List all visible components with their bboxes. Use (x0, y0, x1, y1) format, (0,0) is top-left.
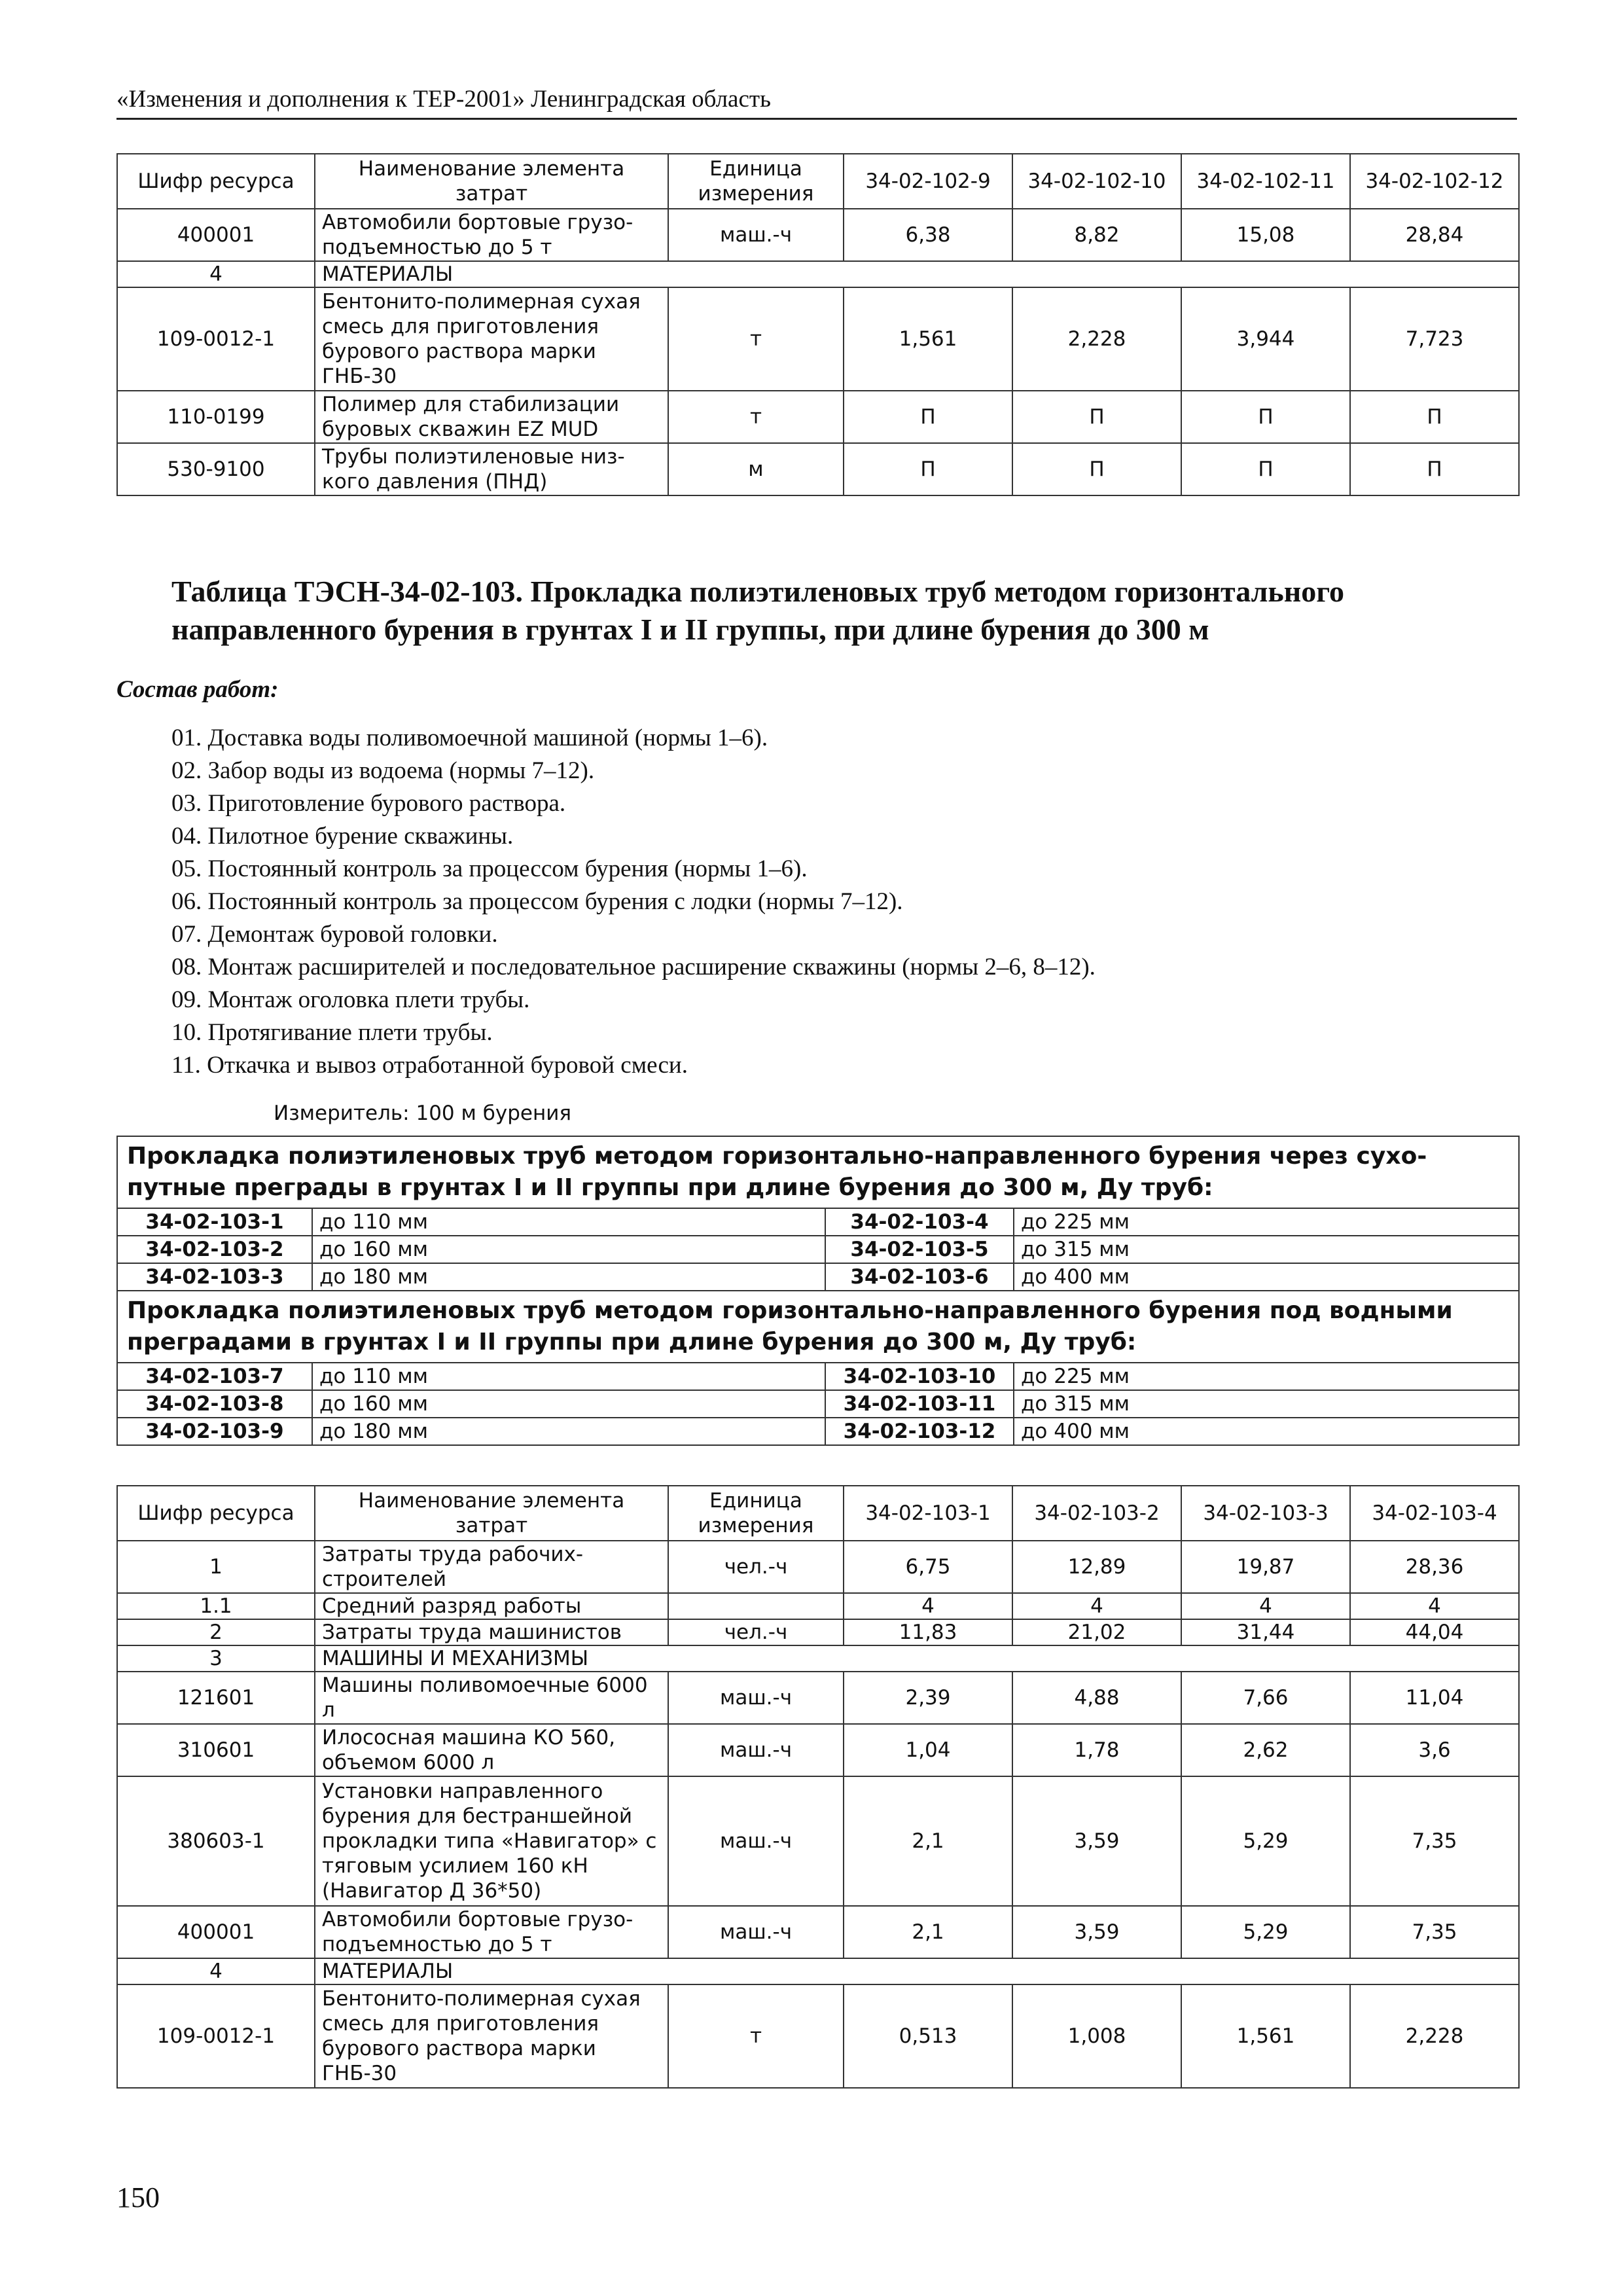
cell: 4,88 (1012, 1672, 1181, 1724)
work-step: 01. Доставка воды поливомоечной машиной (нормы 1–6). (171, 725, 768, 751)
table-row (117, 287, 1519, 391)
cell: П (1350, 391, 1519, 443)
cell: 28,84 (1350, 209, 1519, 261)
cell: П (1012, 443, 1181, 495)
cell: Средний разряд работы (315, 1593, 668, 1619)
cell: 2,1 (844, 1906, 1012, 1958)
cell: 1,04 (844, 1724, 1012, 1776)
norm-diameter: до 315 мм (1014, 1390, 1519, 1418)
norm-diameter: до 400 мм (1014, 1418, 1519, 1445)
cell: т (668, 391, 844, 443)
norm-code: 34-02-103-8 (117, 1390, 312, 1418)
cell: маш.-ч (668, 1672, 844, 1724)
cell: 3,944 (1181, 287, 1350, 391)
section-label: МАТЕРИАЛЫ (315, 261, 1519, 287)
norm-row (117, 1208, 1519, 1236)
norm-group-row (117, 1291, 1519, 1363)
norm-diameter: до 400 мм (1014, 1263, 1519, 1291)
cell: 2,228 (1350, 1984, 1519, 2088)
cell: 380603-1 (117, 1776, 315, 1906)
col-header: Наименование элемента затрат (315, 154, 668, 209)
col-header: Единица измерения (668, 1486, 844, 1541)
col-header: 34-02-102-12 (1350, 154, 1519, 209)
cell: 3,59 (1012, 1776, 1181, 1906)
cell: 3,59 (1012, 1906, 1181, 1958)
norm-row (117, 1263, 1519, 1291)
norm-diameter: до 315 мм (1014, 1236, 1519, 1263)
cell: маш.-ч (668, 1724, 844, 1776)
cell: Автомобили бортовые грузо-подъемностью до 5 т (315, 1906, 668, 1958)
norm-diameter: до 110 мм (312, 1208, 825, 1236)
cell: 0,513 (844, 1984, 1012, 2088)
cell: Автомобили бортовые грузо-подъемностью до 5 т (315, 209, 668, 261)
col-header: Шифр ресурса (117, 154, 315, 209)
cell: 1,561 (844, 287, 1012, 391)
col-header: 34-02-103-3 (1181, 1486, 1350, 1541)
table-row (117, 1776, 1519, 1906)
norm-diameter: до 110 мм (312, 1363, 825, 1390)
cell: 1.1 (117, 1593, 315, 1619)
cell: 109-0012-1 (117, 1984, 315, 2088)
work-step: 04. Пилотное бурение скважины. (171, 823, 514, 850)
cell: 4 (1181, 1593, 1350, 1619)
cell: 8,82 (1012, 209, 1181, 261)
table-header-row (117, 1486, 1519, 1541)
cell: 3 (117, 1645, 315, 1672)
cell: 4 (844, 1593, 1012, 1619)
table-row (117, 1619, 1519, 1645)
col-header: Шифр ресурса (117, 1486, 315, 1541)
cell: П (1181, 391, 1350, 443)
cell: 2,39 (844, 1672, 1012, 1724)
norm-code: 34-02-103-12 (825, 1418, 1014, 1445)
norm-row (117, 1363, 1519, 1390)
cell: т (668, 1984, 844, 2088)
cell: т (668, 287, 844, 391)
cell: 4 (1350, 1593, 1519, 1619)
norm-code: 34-02-103-6 (825, 1263, 1014, 1291)
cell: 21,02 (1012, 1619, 1181, 1645)
table-row (117, 1724, 1519, 1776)
cell: 6,38 (844, 209, 1012, 261)
norm-diameter: до 225 мм (1014, 1208, 1519, 1236)
table-row (117, 1593, 1519, 1619)
cell: Илососная машина КО 560, объемом 6000 л (315, 1724, 668, 1776)
col-header: 34-02-103-4 (1350, 1486, 1519, 1541)
cell: П (1181, 443, 1350, 495)
cell: Затраты труда рабочих-строителей (315, 1541, 668, 1593)
work-step: 05. Постоянный контроль за процессом бурения (нормы 1–6). (171, 855, 808, 882)
cell: чел.-ч (668, 1541, 844, 1593)
cell: маш.-ч (668, 209, 844, 261)
running-header: «Изменения и дополнения к ТЕР-2001» Ленинградская область (116, 84, 1517, 120)
cell: 121601 (117, 1672, 315, 1724)
norm-diameter: до 180 мм (312, 1418, 825, 1445)
work-step: 11. Откачка и вывоз отработанной буровой смеси. (171, 1052, 688, 1079)
cell: П (1350, 443, 1519, 495)
norm-diameter: до 225 мм (1014, 1363, 1519, 1390)
work-step: 06. Постоянный контроль за процессом бурения с лодки (нормы 7–12). (171, 888, 903, 915)
cell: 11,04 (1350, 1672, 1519, 1724)
col-header: 34-02-103-1 (844, 1486, 1012, 1541)
cell: 1,78 (1012, 1724, 1181, 1776)
cell: 1 (117, 1541, 315, 1593)
norm-code: 34-02-103-1 (117, 1208, 312, 1236)
page-number: 150 (116, 2181, 160, 2214)
cell: маш.-ч (668, 1906, 844, 1958)
resource-table-103 (116, 1485, 1520, 2089)
cell: 7,723 (1350, 287, 1519, 391)
norm-diameter: до 160 мм (312, 1390, 825, 1418)
cell: 530-9100 (117, 443, 315, 495)
cell: 44,04 (1350, 1619, 1519, 1645)
table-header-row (117, 154, 1519, 209)
table-row (117, 443, 1519, 495)
cell: 3,6 (1350, 1724, 1519, 1776)
work-step: 07. Демонтаж буровой головки. (171, 921, 498, 948)
cell: 109-0012-1 (117, 287, 315, 391)
cell: чел.-ч (668, 1619, 844, 1645)
norm-diameter: до 160 мм (312, 1236, 825, 1263)
table-row (117, 209, 1519, 261)
cell: 4 (117, 1958, 315, 1984)
cell: Машины поливомоечные 6000 л (315, 1672, 668, 1724)
cell: П (844, 391, 1012, 443)
table-section-row (117, 1645, 1519, 1672)
cell: Бентонито-полимерная сухая смесь для приготовления бурового раствора марки ГНБ-30 (315, 287, 668, 391)
cell: Полимер для стабилизации буровых скважин EZ MUD (315, 391, 668, 443)
cell: 1,008 (1012, 1984, 1181, 2088)
work-step: 08. Монтаж расширителей и последовательное расширение скважины (нормы 2–6, 8–12). (171, 954, 1096, 980)
cell: 400001 (117, 209, 315, 261)
cell: 7,35 (1350, 1776, 1519, 1906)
col-header: Единица измерения (668, 154, 844, 209)
norm-code: 34-02-103-9 (117, 1418, 312, 1445)
work-step: 10. Протягивание плети трубы. (171, 1019, 493, 1046)
cell: 2,228 (1012, 287, 1181, 391)
col-header: 34-02-102-11 (1181, 154, 1350, 209)
cell: 7,35 (1350, 1906, 1519, 1958)
cell: 4 (117, 261, 315, 287)
cell: 4 (1012, 1593, 1181, 1619)
cell: маш.-ч (668, 1776, 844, 1906)
norm-code: 34-02-103-7 (117, 1363, 312, 1390)
col-header: Наименование элемента затрат (315, 1486, 668, 1541)
cell: П (844, 443, 1012, 495)
cell: Трубы полиэтиленовые низ-кого давления (ПНД) (315, 443, 668, 495)
col-header: 34-02-102-10 (1012, 154, 1181, 209)
cell: 2 (117, 1619, 315, 1645)
cell: Затраты труда машинистов (315, 1619, 668, 1645)
cell: 31,44 (1181, 1619, 1350, 1645)
cell: 5,29 (1181, 1906, 1350, 1958)
table-row (117, 391, 1519, 443)
norm-code: 34-02-103-10 (825, 1363, 1014, 1390)
norm-code: 34-02-103-11 (825, 1390, 1014, 1418)
col-header: 34-02-102-9 (844, 154, 1012, 209)
norm-code: 34-02-103-4 (825, 1208, 1014, 1236)
measure-unit: Измеритель: 100 м бурения (274, 1102, 572, 1125)
section-label: МАТЕРИАЛЫ (315, 1958, 1519, 1984)
work-step: 09. Монтаж оголовка плети трубы. (171, 986, 530, 1013)
section-label: МАШИНЫ И МЕХАНИЗМЫ (315, 1645, 1519, 1672)
cell: 1,561 (1181, 1984, 1350, 2088)
norm-group-row (117, 1136, 1519, 1208)
table-title: Таблица ТЭСН-34-02-103. Прокладка полиэтиленовых труб методом горизонтального направленного бурения в грунтах I и II группы, при длине бурения до 300 м (171, 575, 1344, 646)
table-row (117, 1984, 1519, 2088)
cell: 7,66 (1181, 1672, 1350, 1724)
work-steps-list (171, 722, 1349, 1082)
work-step: 03. Приготовление бурового раствора. (171, 790, 566, 817)
cell: 110-0199 (117, 391, 315, 443)
table-section-row (117, 261, 1519, 287)
cell: 15,08 (1181, 209, 1350, 261)
table-row (117, 1906, 1519, 1958)
cell: Бентонито-полимерная сухая смесь для приготовления бурового раствора марки ГНБ-30 (315, 1984, 668, 2088)
norms-table (116, 1136, 1520, 1446)
table-row (117, 1541, 1519, 1593)
cell: 12,89 (1012, 1541, 1181, 1593)
norm-row (117, 1236, 1519, 1263)
cell: 400001 (117, 1906, 315, 1958)
norm-code: 34-02-103-5 (825, 1236, 1014, 1263)
norm-group-title: Прокладка полиэтиленовых труб методом горизонтально-направленного бурения под водными преградами в грунтах I и II группы при длине бурения до 300 м, Ду труб: (117, 1291, 1519, 1363)
cell: 6,75 (844, 1541, 1012, 1593)
cell: 2,62 (1181, 1724, 1350, 1776)
col-header: 34-02-103-2 (1012, 1486, 1181, 1541)
cell: П (1012, 391, 1181, 443)
cell: 5,29 (1181, 1776, 1350, 1906)
table-section-row (117, 1958, 1519, 1984)
cell (668, 1593, 844, 1619)
work-step: 02. Забор воды из водоема (нормы 7–12). (171, 757, 595, 784)
cell: 28,36 (1350, 1541, 1519, 1593)
cell: Установки направленного бурения для бестраншейной прокладки типа «Навигатор» с тяговым усилием 160 кН (Навигатор Д 36*50) (315, 1776, 668, 1906)
norm-row (117, 1390, 1519, 1418)
norm-diameter: до 180 мм (312, 1263, 825, 1291)
work-composition-heading: Состав работ: (116, 676, 279, 703)
cell: 11,83 (844, 1619, 1012, 1645)
cell: 310601 (117, 1724, 315, 1776)
table-row (117, 1672, 1519, 1724)
cell: м (668, 443, 844, 495)
norm-code: 34-02-103-2 (117, 1236, 312, 1263)
norm-code: 34-02-103-3 (117, 1263, 312, 1291)
norm-row (117, 1418, 1519, 1445)
resource-table-102 (116, 153, 1520, 496)
cell: 2,1 (844, 1776, 1012, 1906)
norm-group-title: Прокладка полиэтиленовых труб методом горизонтально-направленного бурения через сухо-путные преграды в грунтах I и II группы при длине бурения до 300 м, Ду труб: (117, 1136, 1519, 1208)
cell: 19,87 (1181, 1541, 1350, 1593)
